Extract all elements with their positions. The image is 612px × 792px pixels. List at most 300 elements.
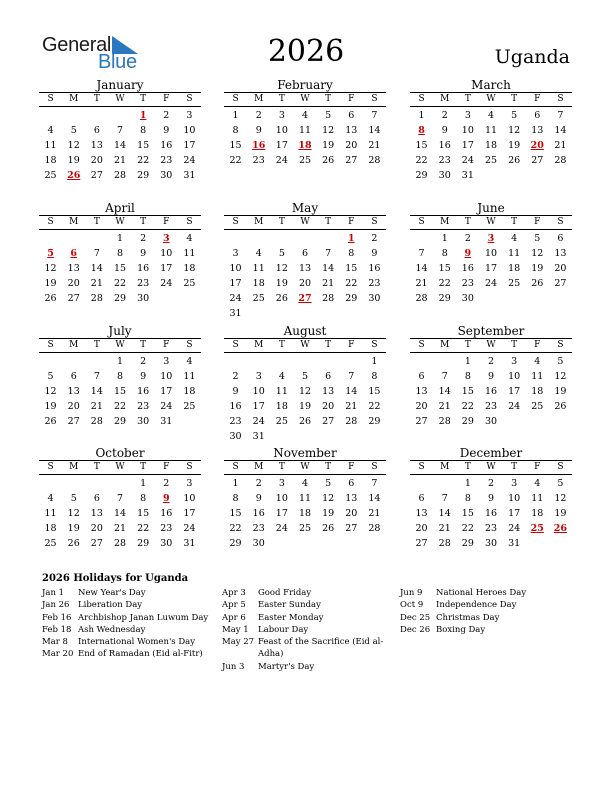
day-cell: 12 — [322, 125, 335, 136]
day-cell: 5 — [70, 125, 77, 136]
day-cell: 21 — [438, 401, 451, 412]
day-cell: 10 — [229, 263, 242, 274]
day-cell: 24 — [508, 523, 521, 534]
day-cell: 21 — [368, 508, 381, 519]
month-january — [39, 78, 201, 183]
weekday-label: F — [348, 94, 355, 104]
day-cell: 23 — [160, 523, 173, 534]
day-cell: 21 — [345, 401, 358, 412]
day-cell: 19 — [67, 155, 80, 166]
holiday-day-cell: 26 — [67, 170, 81, 181]
day-cell: 12 — [275, 263, 288, 274]
holiday-date: Apr 5 — [222, 600, 246, 611]
day-cell: 26 — [298, 416, 312, 427]
day-cell: 12 — [67, 140, 80, 151]
day-cell: 31 — [183, 170, 196, 181]
day-cell: 3 — [464, 110, 471, 121]
day-cell: 30 — [484, 538, 498, 549]
day-cell: 13 — [90, 508, 103, 519]
weekday-header — [410, 215, 572, 230]
weekday-label: T — [511, 462, 518, 472]
day-cell: 2 — [255, 478, 262, 489]
holiday-day-cell: 20 — [530, 140, 544, 151]
day-cell: 27 — [322, 416, 335, 427]
weekday-label: S — [418, 94, 425, 104]
day-cell: 7 — [441, 371, 448, 382]
day-cell: 26 — [508, 155, 521, 166]
day-cell: 9 — [255, 125, 262, 136]
holiday-column — [400, 587, 576, 636]
holiday-day-cell: 18 — [298, 140, 312, 151]
weekday-label: M — [69, 94, 79, 104]
day-cell: 20 — [345, 508, 358, 519]
day-cell: 6 — [557, 233, 564, 244]
day-cell: 2 — [232, 371, 239, 382]
day-cell: 18 — [44, 155, 57, 166]
weekday-label: T — [325, 340, 332, 350]
empty-cell — [293, 231, 316, 246]
weekday-label: M — [69, 462, 79, 472]
day-cell: 1 — [464, 356, 471, 367]
weekday-label: S — [371, 94, 378, 104]
holiday-date: Jan 1 — [42, 588, 65, 598]
weekday-label: M — [69, 217, 79, 227]
day-cell: 18 — [298, 508, 312, 519]
day-cell: 13 — [415, 386, 428, 397]
day-cell: 7 — [348, 371, 355, 382]
holiday-item — [400, 624, 576, 636]
day-cell: 5 — [557, 478, 564, 489]
day-cell: 27 — [90, 170, 103, 181]
day-cell: 21 — [415, 278, 428, 289]
weekday-label: T — [511, 340, 518, 350]
empty-cell — [108, 476, 131, 491]
day-cell: 28 — [554, 155, 567, 166]
day-cell: 6 — [534, 110, 541, 121]
empty-cell — [247, 354, 270, 369]
day-cell: 23 — [484, 523, 498, 534]
day-cell: 1 — [116, 233, 124, 244]
holiday-item — [222, 612, 398, 624]
day-cell: 22 — [113, 278, 127, 289]
day-cell: 10 — [275, 125, 288, 136]
weekday-label: T — [278, 217, 285, 227]
weekday-label: S — [557, 217, 564, 227]
weekday-label: T — [140, 94, 147, 104]
weekday-label: W — [486, 94, 496, 104]
day-cell: 19 — [554, 386, 567, 397]
day-cell: 16 — [484, 508, 498, 519]
day-cell: 20 — [90, 523, 103, 534]
day-cell: 29 — [229, 538, 242, 549]
holiday-name: Easter Monday — [258, 612, 324, 623]
weekday-label: T — [511, 94, 518, 104]
day-cell: 29 — [415, 170, 428, 181]
day-cell: 14 — [322, 263, 335, 274]
empty-cell — [85, 108, 108, 123]
day-cell: 2 — [487, 356, 495, 367]
day-cell: 3 — [186, 110, 193, 121]
holiday-name: Boxing Day — [436, 624, 486, 635]
day-cell: 19 — [275, 278, 288, 289]
holiday-item — [42, 599, 218, 611]
day-cell: 4 — [487, 110, 495, 121]
day-cell: 20 — [67, 278, 80, 289]
day-cell: 12 — [554, 371, 567, 382]
day-cell: 15 — [461, 508, 474, 519]
day-cell: 27 — [67, 416, 80, 427]
day-cell: 17 — [183, 508, 196, 519]
day-cell: 14 — [113, 140, 127, 151]
weekday-label: S — [186, 94, 193, 104]
day-cell: 16 — [137, 263, 150, 274]
day-cell: 30 — [137, 416, 150, 427]
day-cell: 8 — [140, 493, 147, 504]
day-cell: 25 — [298, 523, 312, 534]
weekday-label: T — [325, 94, 332, 104]
weekday-label: S — [371, 340, 378, 350]
day-cell: 20 — [345, 140, 358, 151]
logo-text-general: General — [42, 34, 112, 56]
day-cell: 4 — [186, 356, 193, 367]
day-cell: 6 — [348, 478, 355, 489]
day-cell: 8 — [116, 248, 124, 259]
weekday-label: T — [278, 94, 285, 104]
day-cell: 6 — [325, 371, 332, 382]
weekday-label: T — [93, 462, 100, 472]
day-cell: 1 — [418, 110, 425, 121]
day-cell: 4 — [278, 371, 285, 382]
holiday-name: Easter Sunday — [258, 600, 321, 611]
day-cell: 6 — [301, 248, 309, 259]
holiday-item — [222, 587, 398, 599]
day-cell: 9 — [255, 493, 262, 504]
month-may — [224, 201, 386, 321]
day-cell: 12 — [508, 125, 521, 136]
day-cell: 1 — [464, 478, 471, 489]
month-september — [410, 324, 572, 429]
weekday-label: S — [418, 462, 425, 472]
day-cell: 15 — [415, 140, 428, 151]
day-cell: 11 — [531, 371, 544, 382]
day-cell: 21 — [554, 140, 567, 151]
day-cell: 18 — [183, 263, 196, 274]
weekday-label: T — [464, 462, 471, 472]
month-name: July — [108, 324, 132, 338]
day-cell: 13 — [90, 140, 103, 151]
day-cell: 26 — [554, 401, 567, 412]
day-cell: 26 — [275, 293, 288, 304]
weekday-header — [39, 215, 201, 230]
month-name: June — [477, 201, 505, 215]
day-cell: 2 — [487, 478, 495, 489]
weekday-label: F — [163, 340, 170, 350]
day-cell: 23 — [461, 278, 474, 289]
empty-cell — [410, 231, 433, 246]
day-cell: 24 — [484, 278, 498, 289]
holiday-date: Mar 8 — [42, 637, 68, 648]
day-cell: 28 — [415, 293, 428, 304]
day-cell: 2 — [163, 478, 170, 489]
empty-cell — [410, 476, 433, 491]
day-cell: 22 — [137, 523, 150, 534]
holiday-day-cell: 27 — [298, 293, 312, 304]
weekday-label: M — [69, 340, 79, 350]
day-cell: 1 — [232, 110, 239, 121]
day-cell: 19 — [554, 508, 567, 519]
weekday-label: S — [47, 340, 54, 350]
day-cell: 9 — [487, 371, 495, 382]
weekday-header — [224, 92, 386, 107]
weekday-label: M — [254, 462, 264, 472]
day-cell: 15 — [438, 263, 451, 274]
day-cell: 11 — [484, 125, 498, 136]
day-grid — [224, 476, 386, 551]
weekday-label: F — [163, 217, 170, 227]
day-cell: 7 — [371, 110, 378, 121]
day-cell: 6 — [93, 125, 100, 136]
holiday-day-cell: 1 — [139, 110, 147, 121]
month-name: September — [457, 324, 525, 338]
weekday-label: W — [300, 217, 310, 227]
day-cell: 3 — [511, 356, 518, 367]
weekday-label: S — [186, 462, 193, 472]
weekday-label: F — [348, 462, 355, 472]
day-cell: 24 — [508, 401, 521, 412]
weekday-label: W — [300, 94, 310, 104]
holiday-name: End of Ramadan (Eid al-Fitr) — [78, 649, 203, 660]
weekday-label: F — [348, 340, 355, 350]
weekday-label: T — [325, 462, 332, 472]
day-cell: 29 — [461, 416, 474, 427]
holiday-name: Labour Day — [258, 624, 309, 635]
holiday-item — [222, 636, 398, 661]
day-cell: 16 — [461, 263, 474, 274]
day-cell: 13 — [322, 386, 335, 397]
empty-cell — [270, 354, 293, 369]
empty-cell — [247, 231, 270, 246]
day-cell: 2 — [163, 110, 170, 121]
month-november — [224, 446, 386, 551]
day-cell: 16 — [137, 386, 150, 397]
day-cell: 13 — [554, 248, 567, 259]
day-cell: 15 — [137, 140, 150, 151]
day-cell: 6 — [70, 371, 77, 382]
day-cell: 10 — [508, 371, 521, 382]
day-cell: 16 — [438, 140, 451, 151]
day-cell: 20 — [554, 263, 567, 274]
month-name: November — [273, 446, 337, 460]
weekday-header — [224, 215, 386, 230]
weekday-label: T — [140, 462, 147, 472]
day-cell: 29 — [438, 293, 451, 304]
day-cell: 3 — [278, 110, 285, 121]
day-cell: 11 — [275, 386, 288, 397]
day-cell: 13 — [67, 263, 80, 274]
holiday-date: May 1 — [222, 624, 249, 635]
day-cell: 27 — [531, 155, 544, 166]
day-grid — [410, 231, 572, 306]
day-cell: 28 — [322, 293, 335, 304]
holiday-column — [222, 587, 398, 673]
day-cell: 7 — [441, 493, 448, 504]
weekday-label: S — [232, 462, 239, 472]
day-cell: 17 — [275, 140, 288, 151]
day-cell: 23 — [229, 416, 242, 427]
day-cell: 20 — [415, 523, 428, 534]
weekday-label: W — [115, 217, 125, 227]
day-cell: 27 — [415, 416, 428, 427]
empty-cell — [317, 231, 340, 246]
day-cell: 13 — [67, 386, 80, 397]
day-cell: 24 — [183, 523, 196, 534]
weekday-label: S — [418, 340, 425, 350]
day-cell: 9 — [140, 248, 147, 259]
day-cell: 10 — [508, 493, 521, 504]
day-cell: 12 — [322, 493, 335, 504]
day-cell: 17 — [461, 140, 474, 151]
day-cell: 7 — [93, 371, 100, 382]
day-cell: 2 — [371, 233, 378, 244]
weekday-label: S — [371, 462, 378, 472]
day-cell: 19 — [508, 140, 521, 151]
day-cell: 26 — [44, 293, 57, 304]
day-cell: 23 — [137, 401, 150, 412]
day-cell: 13 — [298, 263, 312, 274]
day-cell: 3 — [278, 478, 285, 489]
day-cell: 2 — [255, 110, 262, 121]
holiday-item — [400, 599, 576, 611]
day-cell: 14 — [438, 386, 451, 397]
day-cell: 25 — [252, 293, 265, 304]
day-cell: 10 — [160, 248, 173, 259]
day-cell: 30 — [137, 293, 150, 304]
day-cell: 21 — [90, 278, 103, 289]
day-cell: 19 — [322, 508, 335, 519]
day-cell: 18 — [484, 140, 498, 151]
day-cell: 24 — [275, 523, 288, 534]
holiday-day-cell: 5 — [47, 248, 54, 259]
day-cell: 3 — [511, 478, 518, 489]
day-cell: 27 — [90, 538, 103, 549]
day-cell: 28 — [113, 170, 127, 181]
day-cell: 5 — [325, 478, 332, 489]
day-cell: 28 — [345, 416, 358, 427]
day-cell: 5 — [557, 356, 564, 367]
weekday-label: W — [486, 340, 496, 350]
weekday-label: T — [278, 462, 285, 472]
day-cell: 23 — [137, 278, 150, 289]
day-cell: 18 — [531, 386, 544, 397]
day-cell: 17 — [229, 278, 242, 289]
day-cell: 22 — [461, 401, 474, 412]
weekday-label: M — [440, 340, 450, 350]
day-cell: 20 — [415, 401, 428, 412]
holiday-item — [42, 587, 218, 599]
day-cell: 24 — [160, 401, 173, 412]
country-name: Uganda — [494, 46, 570, 68]
day-cell: 18 — [508, 263, 521, 274]
empty-cell — [293, 354, 316, 369]
weekday-header — [39, 92, 201, 107]
weekday-label: T — [278, 340, 285, 350]
day-cell: 19 — [44, 278, 57, 289]
empty-cell — [317, 354, 340, 369]
day-cell: 14 — [368, 125, 381, 136]
day-cell: 20 — [67, 401, 80, 412]
holiday-name: Ash Wednesday — [78, 624, 146, 635]
weekday-label: T — [325, 217, 332, 227]
day-grid — [39, 108, 201, 183]
holiday-date: Mar 20 — [42, 649, 74, 660]
weekday-label: T — [140, 217, 147, 227]
day-cell: 8 — [371, 371, 378, 382]
weekday-label: T — [511, 217, 518, 227]
day-cell: 10 — [461, 125, 474, 136]
day-cell: 21 — [438, 523, 451, 534]
day-cell: 28 — [90, 416, 103, 427]
holiday-item — [222, 599, 398, 611]
day-cell: 14 — [113, 508, 127, 519]
weekday-label: T — [93, 94, 100, 104]
day-cell: 29 — [137, 170, 150, 181]
day-cell: 23 — [160, 155, 173, 166]
day-cell: 10 — [484, 248, 498, 259]
month-name: October — [95, 446, 145, 460]
day-cell: 21 — [113, 523, 127, 534]
empty-cell — [85, 231, 108, 246]
day-cell: 21 — [322, 278, 335, 289]
day-cell: 16 — [160, 140, 173, 151]
day-cell: 6 — [418, 371, 425, 382]
day-cell: 6 — [348, 110, 355, 121]
day-cell: 24 — [229, 293, 242, 304]
holiday-day-cell: 3 — [162, 233, 170, 244]
day-cell: 22 — [461, 523, 474, 534]
day-cell: 13 — [345, 493, 358, 504]
day-cell: 28 — [438, 416, 451, 427]
weekday-label: F — [163, 462, 170, 472]
holiday-item — [42, 648, 218, 660]
day-cell: 13 — [531, 125, 544, 136]
day-cell: 9 — [140, 371, 147, 382]
empty-cell — [62, 231, 85, 246]
weekday-label: S — [47, 217, 54, 227]
day-cell: 15 — [368, 386, 381, 397]
holiday-name: Liberation Day — [78, 600, 143, 611]
weekday-label: F — [534, 94, 541, 104]
day-cell: 4 — [534, 478, 541, 489]
holiday-item — [400, 612, 576, 624]
weekday-label: W — [115, 94, 125, 104]
day-cell: 13 — [345, 125, 358, 136]
day-cell: 18 — [531, 508, 544, 519]
day-cell: 3 — [186, 478, 193, 489]
day-cell: 23 — [252, 155, 265, 166]
day-cell: 25 — [183, 278, 196, 289]
day-cell: 25 — [508, 278, 521, 289]
day-cell: 20 — [298, 278, 312, 289]
day-cell: 3 — [255, 371, 262, 382]
day-cell: 7 — [557, 110, 564, 121]
day-cell: 17 — [275, 508, 288, 519]
empty-cell — [270, 231, 293, 246]
day-cell: 15 — [113, 263, 127, 274]
day-grid — [39, 231, 201, 306]
day-cell: 30 — [484, 416, 498, 427]
day-cell: 22 — [368, 401, 381, 412]
day-cell: 31 — [461, 170, 474, 181]
